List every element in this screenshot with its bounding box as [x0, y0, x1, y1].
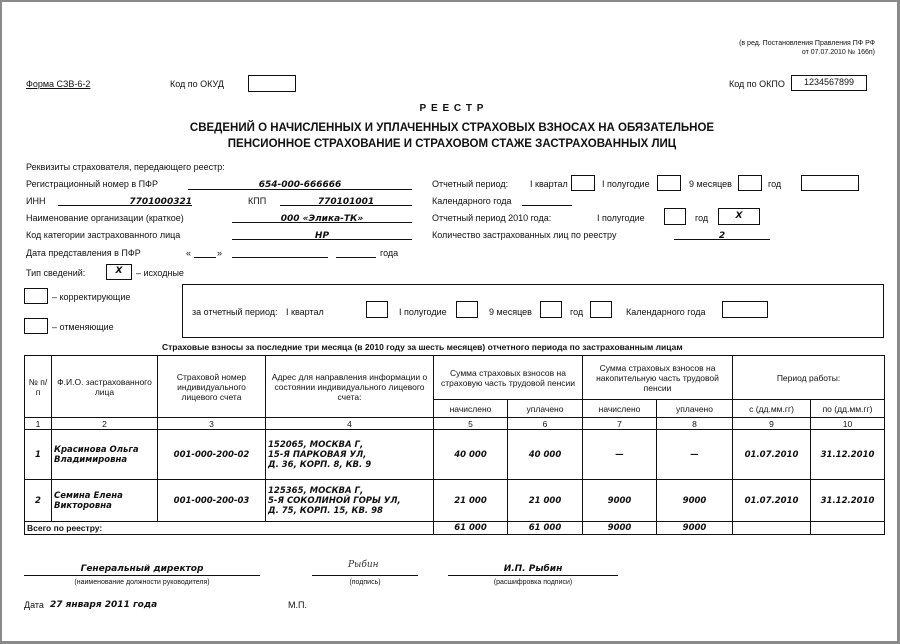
date-label: Дата	[24, 600, 44, 610]
org-name-value: 000 «Элика-ТК»	[280, 214, 364, 224]
reg-number-value: 654-000-666666	[258, 180, 342, 190]
th-insurance: Сумма страховых взносов на страховую часть трудовой пенсии	[434, 356, 583, 400]
calendar-year-label: Календарного года	[432, 196, 512, 206]
period-2010-year-box: Х	[718, 208, 760, 225]
kpp-value: 770101001	[317, 197, 375, 207]
okud-label: Код по ОКУД	[170, 79, 224, 89]
inn-label: ИНН	[26, 196, 46, 206]
requisites-label: Реквизиты страхователя, передающего реестр:	[26, 162, 225, 172]
th-no: № п/п	[25, 356, 52, 418]
form-name: Форма СЗВ-6-2	[26, 79, 91, 89]
cancelling-box	[24, 318, 48, 334]
info-type-label: Тип сведений:	[26, 268, 86, 278]
th-accumulative: Сумма страховых взносов на накопительную часть трудовой пенсии	[583, 356, 733, 400]
report-period-label: Отчетный период:	[432, 179, 509, 189]
th-work-period: Период работы:	[733, 356, 885, 400]
th-snils: Страховой номер индивидуального лицевого счета	[158, 356, 266, 418]
table-row: 1 Красинова Ольга Владимировна 001-000-200-02 152065, МОСКВА Г, 15-Я ПАРКОВАЯ УЛ, Д. 36, КОРП. 8, КВ. 9 40 000 40 000 — — 01.07.2010 31.12.2010	[25, 430, 885, 480]
title-line2: СВЕДЕНИЙ О НАЧИСЛЕННЫХ И УПЛАЧЕННЫХ СТРАХОВЫХ ВЗНОСАХ НА ОБЯЗАТЕЛЬНОЕ	[189, 122, 715, 134]
date-submit-label: Дата представления в ПФР	[26, 248, 141, 258]
director-name: И.П. Рыбин	[503, 564, 563, 574]
title-line3: ПЕНСИОННОЕ СТРАХОВАНИЕ И СТРАХОВОМ СТАЖЕ ЗАСТРАХОВАННЫХ ЛИЦ	[227, 138, 677, 150]
period-h1-box	[657, 175, 681, 191]
date-value: 27 января 2011 года	[50, 600, 158, 610]
inn-value: 7701000321	[129, 197, 192, 207]
title-register: Р Е Е С Т Р	[419, 103, 485, 114]
total-row: Всего по реестру: 61 000 61 000 9000 9000	[25, 522, 885, 535]
period-2010-h1-box	[664, 208, 686, 225]
document-page: (в ред. Постановления Правления ПФ РФ от 07.07.2010 № 166п) Форма СЗВ-6-2 Код по ОКУД Код по ОКПО 1234567899 Р Е Е С Т Р СВЕДЕНИЙ О НАЧИСЛЕННЫХ И УПЛАЧЕННЫХ СТРАХОВЫХ ВЗНОСАХ НА ОБЯЗАТЕЛЬНОЕ ПЕНСИОННОЕ СТРАХОВАНИЕ И СТРАХОВОМ СТАЖЕ ЗАСТРАХОВАННЫХ ЛИЦ Реквизиты страхователя, передающего реестр: Регистрационный номер в ПФР 654-000-666666 ИНН 7701000321 КПП 770101001 Наименование организации (краткое) 000 «Элика-ТК» Код категории застрахованного лица НР Дата представления в ПФР « » года Отчетный период: I квартал I полугодие 9 месяцев год Календарного года Отчетный период 2010 года: I полугодие год Х Количество застрахованных лиц по реестру 2 Тип сведений: Х – исходные – корректирующие – отменяющие за отчетный период: I квартал I полугодие 9 месяцев год Календарного года Страховые взносы за последние три месяца (в 2010 году за шесть месяцев) отчетного периода по застрахованным лицам № п/п Ф.И.О. застрахованного лица Страховой номер индивидуального лицевого счета Адрес для направления информации о состоянии индивидуального лицевого счета: Сумма страховых взносов на страховую часть трудовой пенсии Сумма страховых взносов на накопительную часть трудовой пенсии Период работы: начислено уплачено начислено уплачено с (дд.мм.гг) по (дд.мм.гг) 1 2 3 4 5 6 7 8 9 10 1 Красинова Ольга Владимировна 001-000-200-02 152065, МОСКВА Г, 15-Я ПАРКОВАЯ УЛ, Д. 36, КОРП. 8, КВ. 9 40 000 40 000 — — 01.07.2010 31.12.2010 2 Семина Елена Викторовна 001-000-200-03 125365, МОСКВА Г, 5-Я СОКОЛИНОЙ ГОРЫ УЛ, Д. 75, КОРП. 15, КВ. 98 21 000 21 000 9000 9000 01.07.2010 31.12.2010 Всего по реестру: 61 000 61 000 9000 9000 Генеральный директор (наименование должности руководителя) Рыбин (подпись) И.П. Рыбин (расшифровка подписи) Дата 27 января 2011 года М.П.	[0, 0, 900, 644]
period-2010-label: Отчетный период 2010 года:	[432, 213, 552, 223]
th-fio: Ф.И.О. застрахованного лица	[52, 356, 158, 418]
reg-number-label: Регистрационный номер в ПФР	[26, 179, 158, 189]
count-label: Количество застрахованных лиц по реестру	[432, 230, 617, 240]
category-value: НР	[314, 231, 330, 241]
okud-field	[248, 75, 296, 92]
th-address: Адрес для направления информации о состоянии индивидуального лицевого счета:	[266, 356, 434, 418]
register-table: № п/п Ф.И.О. застрахованного лица Страховой номер индивидуального лицевого счета Адрес для направления информации о состоянии индивидуального лицевого счета: Сумма страховых взносов на страховую часть трудовой пенсии Сумма страховых взносов на накопительную часть трудовой пенсии Период работы: начислено уплачено начислено уплачено с (дд.мм.гг) по (дд.мм.гг) 1 2 3 4 5 6 7 8 9 10 1 Красинова Ольга Владимировна 001-000-200-02 152065, МОСКВА Г, 15-Я ПАРКОВАЯ УЛ, Д. 36, КОРП. 8, КВ. 9 40 000 40 000 — — 01.07.2010 31.12.2010 2 Семина Елена Викторовна 001-000-200-03 125365, МОСКВА Г, 5-Я СОКОЛИНОЙ ГОРЫ УЛ, Д. 75, КОРП. 15, КВ. 98 21 000 21 000 9000 9000 01.07.2010 31.12.2010 Всего по реестру: 61 000 61 000 9000 9000	[24, 355, 885, 535]
period-q1-box	[571, 175, 595, 191]
period-m9-box	[738, 175, 762, 191]
initial-box: Х	[106, 264, 132, 280]
table-row: 2 Семина Елена Викторовна 001-000-200-03 125365, МОСКВА Г, 5-Я СОКОЛИНОЙ ГОРЫ УЛ, Д. 75, КОРП. 15, КВ. 98 21 000 21 000 9000 9000 01.07.2010 31.12.2010	[25, 480, 885, 522]
column-numbers-row: 1 2 3 4 5 6 7 8 9 10	[25, 418, 885, 430]
signature-image: Рыбин	[348, 560, 379, 570]
stamp-place: М.П.	[288, 600, 307, 610]
category-label: Код категории застрахованного лица	[26, 230, 181, 240]
director-position: Генеральный директор	[80, 564, 204, 574]
kpp-label: КПП	[248, 196, 267, 206]
okpo-label: Код по ОКПО	[729, 79, 785, 89]
count-value: 2	[718, 231, 726, 241]
table-caption: Страховые взносы за последние три месяца (в 2010 году за шесть месяцев) отчетного периода по застрахованным лицам	[162, 342, 683, 352]
corrective-box	[24, 288, 48, 304]
period-year-box	[801, 175, 859, 191]
org-name-label: Наименование организации (краткое)	[26, 213, 184, 223]
edition-note: (в ред. Постановления Правления ПФ РФ от 07.07.2010 № 166п)	[739, 40, 875, 56]
okpo-field: 1234567899	[791, 75, 867, 91]
